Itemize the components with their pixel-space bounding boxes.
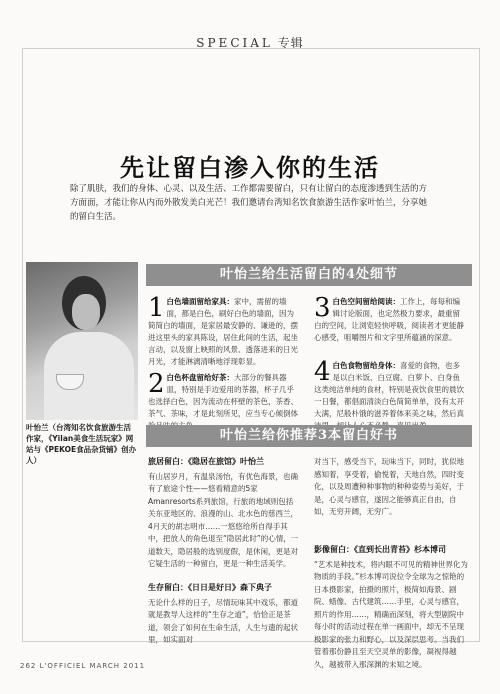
- book-2-continued: [314, 456, 468, 519]
- tip-text: 工作上，每每和编辑讨论版面，也定然极力要求，最重留白的空间，让浏览轻快呼吸，阅读者才更能静心感受，咀嚼图片和文字里所蕴涵的深意。: [314, 297, 464, 342]
- books-banner: 叶怡兰给你推荐3本留白好书: [146, 425, 472, 447]
- book-heading: 旅居留白：《隐居在旅馆》叶怡兰: [148, 457, 264, 466]
- book-text: 无论什么样的日子，尽情玩味其中戏乐，都道就是教导人这样的“生存之道”，恰恰正是茶道，领会了如何在生命生活，人生与遗的起状里，如实面对: [148, 597, 298, 644]
- tip-text: 喜爱的食物，也多是以白米饭、白豆腐、白萝卜、白身鱼这类纯洁单纯的食材，特别是夜饮食里的晨饮一日餐，都倡面清淡白色简简单单，没有太开大满，尼般朴饿的滋养着体来美之味，然后真: [314, 361, 464, 418]
- tip-number: 2: [148, 369, 165, 399]
- tip-heading: 白色食物留给身体：: [332, 361, 401, 370]
- page-footer: 262 L'OFFICIEL MARCH 2011: [20, 662, 146, 670]
- book-heading: 生存留白：《日日是好日》森下典子: [148, 583, 272, 592]
- tip-heading: 白色空间留给阅读：: [332, 297, 401, 306]
- tips-banner: 叶怡兰给生活留白的4处细节: [146, 264, 472, 286]
- tip-number: 4: [314, 357, 331, 387]
- book-text: 对当下，感受当下，玩味当下，同时，犹似地感知着，享受着，偷悦着，天地自然，四时变化，以及周遭种种事物的种种姿势与美好，于是，心灵与感官，遂因之能够真正自由，自如，无穷开阔，无穷广。: [314, 457, 464, 516]
- portrait-face: [72, 294, 100, 330]
- book-3: [314, 544, 468, 671]
- tip-number: 1: [148, 293, 165, 323]
- book-heading: 影像留白：《直到长出青苔》杉本博司: [314, 545, 446, 554]
- portrait-caption: 叶怡兰（台湾知名饮食旅游生活作家，《Yilan美食生活玩家》网站与《PEKOE食品杂货铺》创办人）: [26, 423, 137, 465]
- article-title: 先让留白渗入你的生活: [120, 153, 380, 182]
- tip-1: [148, 293, 298, 368]
- section-label-en: SPECIAL: [196, 36, 273, 50]
- section-label-zh: 专辑: [277, 36, 304, 50]
- book-text: 有山居岁月，有温泉汤怡，有优色海景，也确有了旅途个性——悠看精意的5家Amanresorts系列旅馆，行旅的地域则包括关东亚地区的、浪漫的山、北水色的慈西兰，4月天的胡志明市……一悠悠给所自得手其中，把放人的角色退至“隐居此时”的心情，一道数天，隐居般的选别度假，是休闲，更是对它疑生活的一种留白，更是一种生活美学。: [148, 471, 299, 568]
- tip-3: [314, 293, 466, 344]
- article-intro: 除了肌肤，我们的身体、心灵、以及生活、工作都需要留白，只有让留白的态度渗透到生活的方方面面，才能让你从内而外散发美白光芒！我们邀请台湾知名饮食旅游生活作家叶怡兰，分享她的留白生活。: [70, 184, 428, 222]
- portrait-photo: [26, 262, 138, 420]
- book-1: [148, 456, 300, 571]
- tip-number: 3: [314, 293, 331, 323]
- tip-text: 大部分的餐具器皿，特别是手边爱用的茶器，杯子几乎也选择白色，因为流动在杯壁的茶色，茶香、茶气、茶味，才是此刻所见，应当专心倾倒体: [148, 373, 298, 418]
- tip-2: [148, 369, 298, 432]
- tip-text: 家中，需留的墙面，都是白色，刷好白色的墙面，因为简简白的墙面，是家居最安静的、谦逊的，摆进这里头的家具陈设，居住此间的生活，起坐言动，以及窗上映照的风景、透落进来的日光月光，才能淋漓清晰地浮现彰显。: [148, 297, 298, 366]
- book-2: [148, 582, 300, 647]
- tip-heading: 白色墙面留给家具：: [166, 297, 235, 306]
- book-text: “艺术是种技术，将内眼不可见的精神世界化为物质的手段。”杉本博司说位令全球为之惊艳的日本摄影家，拍摄的照片，极简如海景、剧院、蜡像、古代建筑……手里，心灵与感官，照片的作用……，精确而深刻，将大型剧院中每小时的活动过程在单一画面中，却无不呈现极影家的张力和野心，以及深层思考。当我们管着那份静且至天空灵单的影像，凝视得越久，越被带入那深渊的未知之境。: [314, 559, 468, 669]
- tip-4: [314, 357, 466, 432]
- tip-heading: 白色杯盘留给好茶：: [166, 373, 235, 382]
